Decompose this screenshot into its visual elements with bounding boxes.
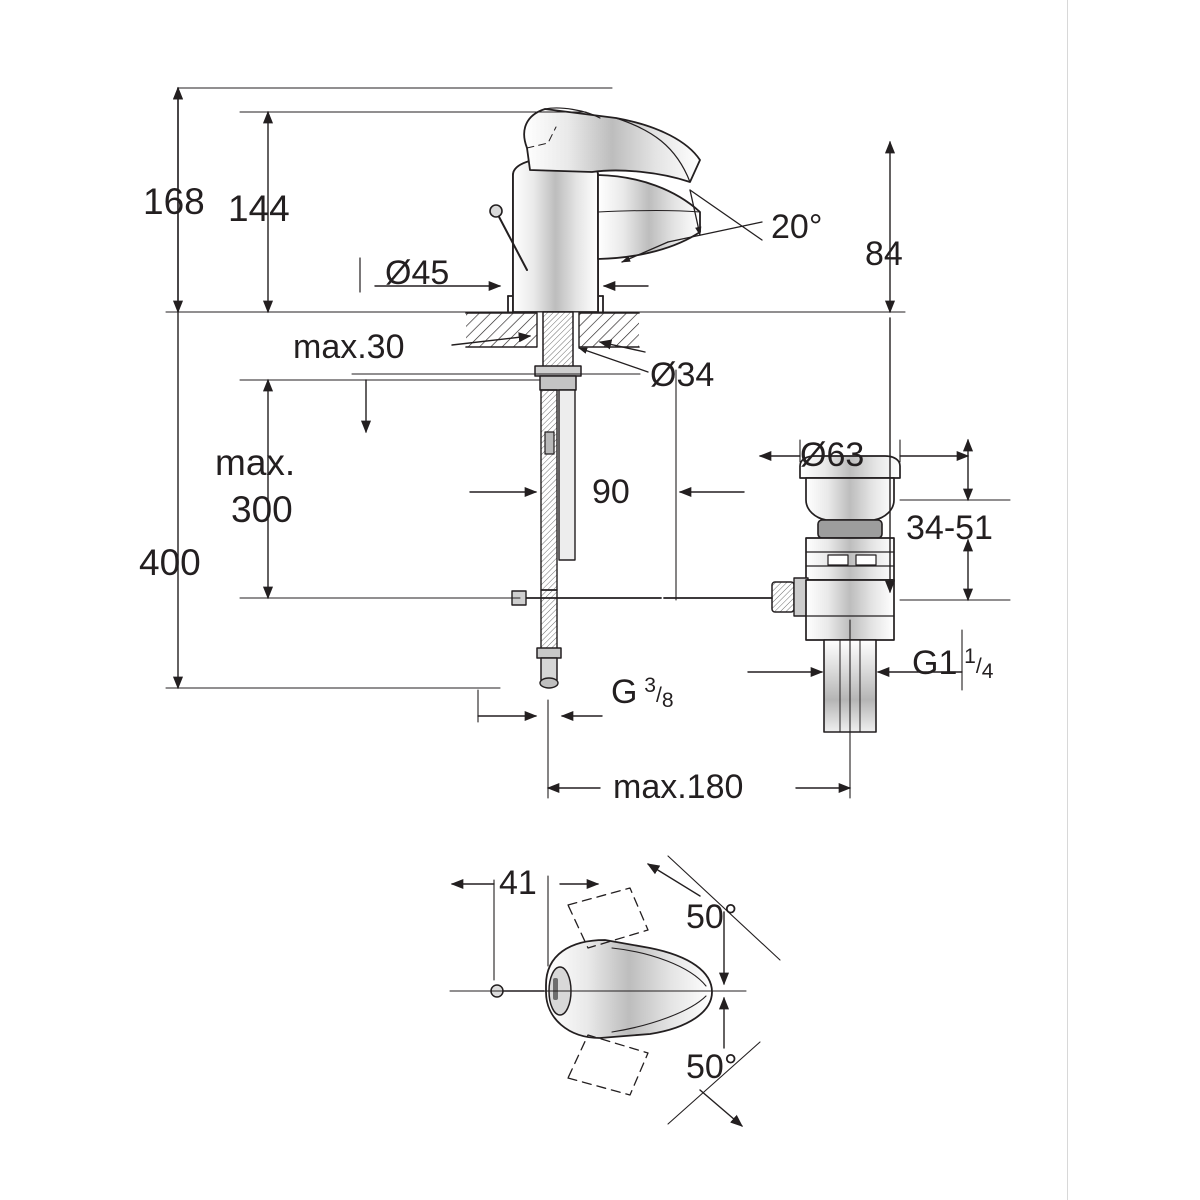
flexible-hoses xyxy=(537,390,575,688)
lever-handle xyxy=(524,108,700,182)
dimension-label-41: 41 xyxy=(499,864,537,902)
dimension-label-300: 300 xyxy=(231,489,293,530)
dimension-label-84: 84 xyxy=(865,235,903,273)
faucet-body xyxy=(508,158,603,312)
dimension-label-20deg: 20° xyxy=(771,208,823,246)
pop-up-waste-assembly xyxy=(772,456,900,732)
dimension-label-d45: Ø45 xyxy=(385,254,450,292)
dimension-label-max: max. xyxy=(215,442,296,483)
spout xyxy=(598,175,700,259)
dimension-label-max180: max.180 xyxy=(613,768,744,806)
dimension-label-d63: Ø63 xyxy=(800,436,865,474)
dimension-label-144: 144 xyxy=(228,188,290,229)
dimension-label-50deg-lower: 50° xyxy=(686,1048,738,1086)
dimension-label-90: 90 xyxy=(592,473,630,511)
dimension-label-g38: G 3/8 xyxy=(611,673,674,713)
dimension-label-max30: max.30 xyxy=(293,328,405,366)
dimension-label-d34: Ø34 xyxy=(650,356,715,394)
page-right-margin xyxy=(1067,0,1200,1200)
dimension-label-g114: G1 1/4 xyxy=(912,644,994,684)
dimension-label-400: 400 xyxy=(139,542,201,583)
dimension-label-50deg-upper: 50° xyxy=(686,898,738,936)
dimension-label-34-51: 34-51 xyxy=(906,509,993,547)
dimension-label-168: 168 xyxy=(143,181,205,222)
